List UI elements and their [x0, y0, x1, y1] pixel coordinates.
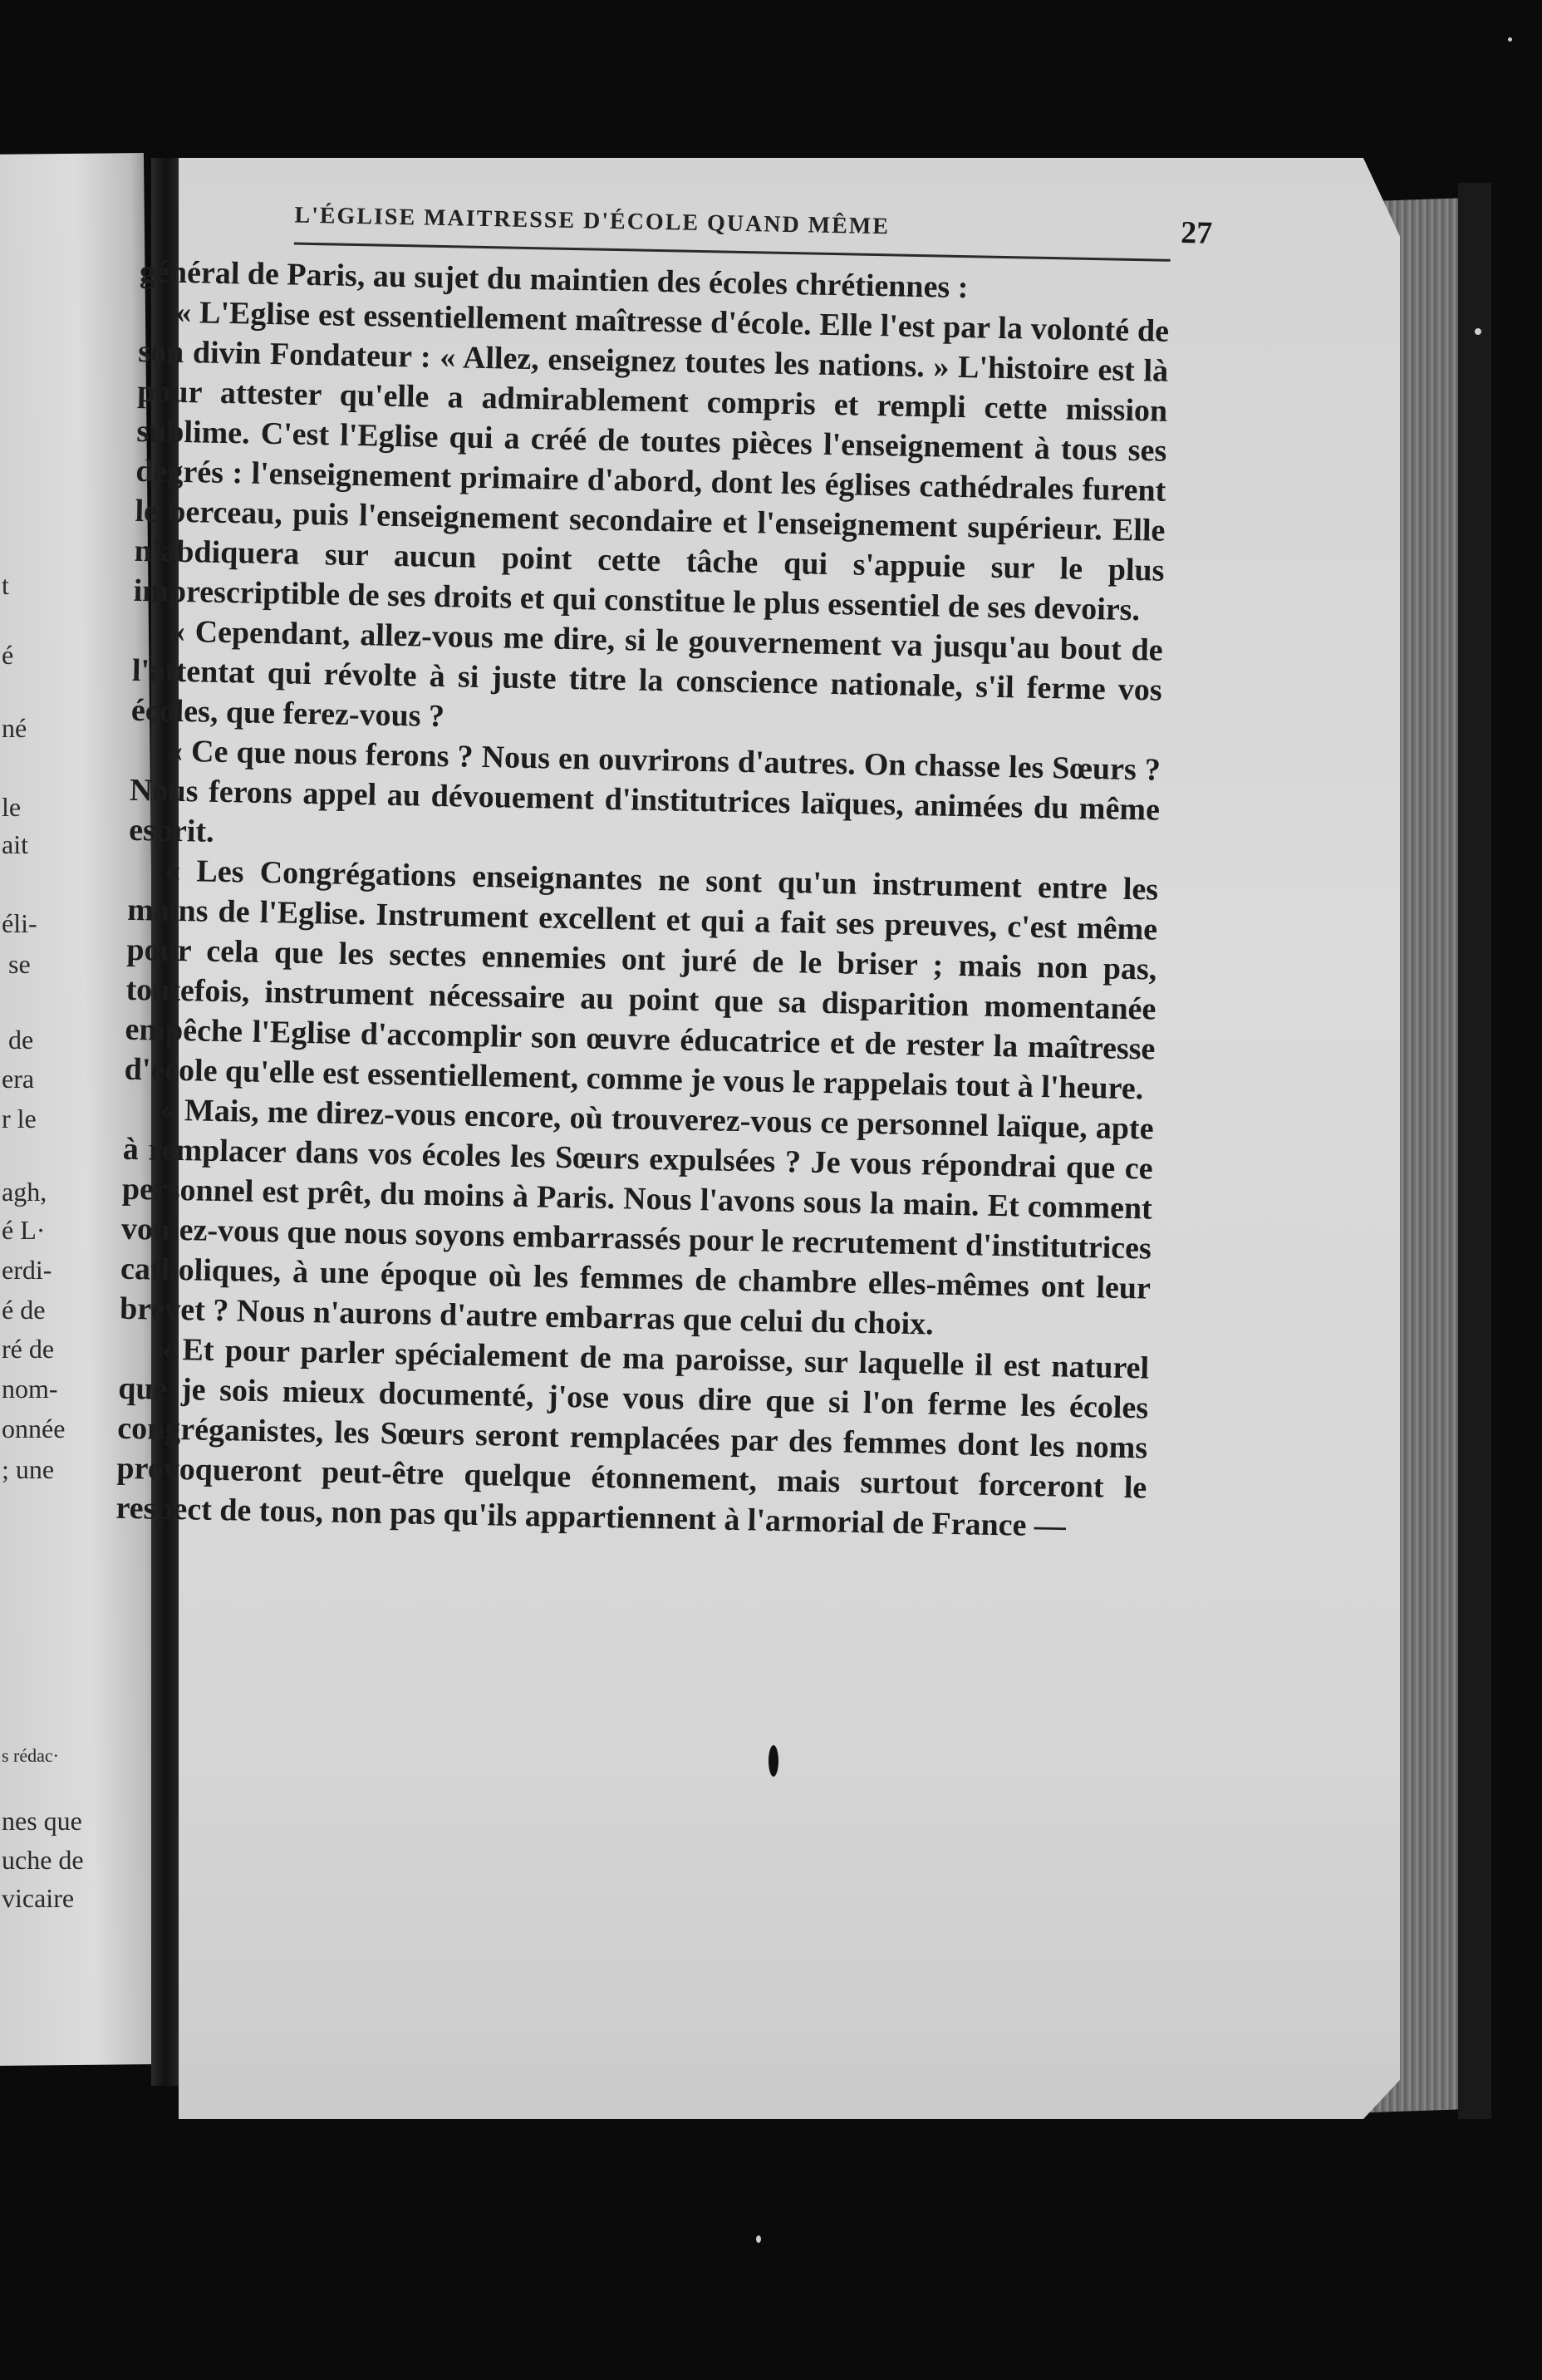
left-page-fragment: onnée [2, 1414, 66, 1443]
left-page-fragment: ré de [2, 1334, 55, 1364]
left-page-fragment: nes que [2, 1806, 82, 1836]
left-page-fragment: ait [2, 829, 28, 859]
body-text [115, 252, 1170, 1548]
left-page-fragment: t [2, 570, 9, 600]
left-page-fragment: uche de [2, 1845, 84, 1875]
paragraph: « Ce que nous ferons ? Nous en ouvrirons d'autres. On chasse les Sœurs ? Nous ferons appel au dévouement d'institutrices laïques, animées du même esprit. [128, 733, 1161, 849]
running-title: L'ÉGLISE MAITRESSE D'ÉCOLE QUAND MÊME [294, 202, 891, 240]
left-page-fragment: era [2, 1064, 35, 1094]
dust-speck [1508, 37, 1512, 42]
left-page-fragment: de [8, 1025, 34, 1055]
paragraph: « Mais, me direz-vous encore, où trouverez-vous ce personnel laïque, apte à remplacer dans vos écoles les Sœurs expulsées ? Je vous répondrai que ce personnel est prêt, du moins à Paris. Nous l'avons sous la main. Et comment voulez-vous que nous soyons embarrassés pour le recrutement d'institutrices catholiques, à une époque où les femmes de chambre elles-mêmes ont leur brevet ? Nous n'aurons d'autre embarras que celui du choix. [119, 1092, 1154, 1342]
paragraph: « L'Eglise est essentiellement maîtresse d'école. Elle l'est par la volonté de son divin Fondateur : « Allez, enseignez toutes les nations. » L'histoire est là pour attester qu'elle a admirablement compris et rempli cette mission sublime. C'est l'Eglise qui a créé de toutes pièces l'enseignement à tous ses degrés : l'enseignement primaire d'abord, dont les églises cathédrales furent le berceau, puis l'enseignement secondaire et l'enseignement supérieur. Elle n'abdiquera sur aucun point cette tâche qui s'appuie sur le plus imprescriptible de ses droits et qui constitue le plus essentiel de ses devoirs. [133, 294, 1170, 628]
left-page-fragment: r le [2, 1104, 37, 1133]
left-page-fragment: se [8, 949, 31, 979]
left-page-fragment: né [2, 713, 27, 743]
left-page-fragment: vicaire [2, 1883, 75, 1913]
paragraph: « Cependant, allez-vous me dire, si le gouvernement va jusqu'au bout de l'attentat qui révolte à si juste titre la conscience nationale, s'il ferme vos écoles, que ferez-vous ? [130, 613, 1164, 735]
ink-blot [769, 1745, 778, 1777]
page-number: 27 [1180, 215, 1213, 251]
left-page-fragment: éli- [2, 908, 37, 938]
paragraph: « Les Congrégations enseignantes ne sont qu'un instrument entre les mains de l'Eglise. Instrument excellent et qui a fait ses preuves, c'est même pour cela que les sectes ennemies ont juré de le briser ; mais non pas, toutefois, instrument nécessaire au point que sa disparition momentanée empêche l'Eglise d'accomplir son œuvre éducatrice et de rester la maîtresse d'école qu'elle est essentiellement, comme je vous le rappelais tout à l'heure. [124, 853, 1159, 1107]
left-page-fragment: erdi- [2, 1255, 52, 1285]
page-text-block [115, 191, 1213, 1548]
left-page-fragment: s rédac· [2, 1745, 60, 1766]
dust-speck [1475, 328, 1481, 335]
left-page-fragment: le [2, 792, 22, 822]
left-page-fragment: é [2, 640, 14, 670]
dust-speck [756, 2235, 761, 2243]
paragraph: « Et pour parler spécialement de ma paroisse, sur laquelle il est naturel que je sois mieux documenté, j'ose vous dire que si l'on ferme les écoles congréganistes, les Sœurs seront remplacées par des femmes dont les noms provoqueront peut-être quelque étonnement, mais surtout forceront le respect de tous, non pas qu'ils appartiennent à l'armorial de France — [115, 1331, 1150, 1544]
left-page-fragment: é L· [2, 1215, 46, 1245]
left-page-fragment: agh, [2, 1177, 47, 1207]
left-page-fragment: é de [2, 1295, 46, 1325]
left-page-fragment: nom- [2, 1374, 58, 1404]
book-cover-edge [1458, 183, 1491, 2119]
paragraph: général de Paris, au sujet du maintien des écoles chrétiennes : [139, 253, 969, 306]
left-page-fragment: ; une [2, 1454, 55, 1484]
